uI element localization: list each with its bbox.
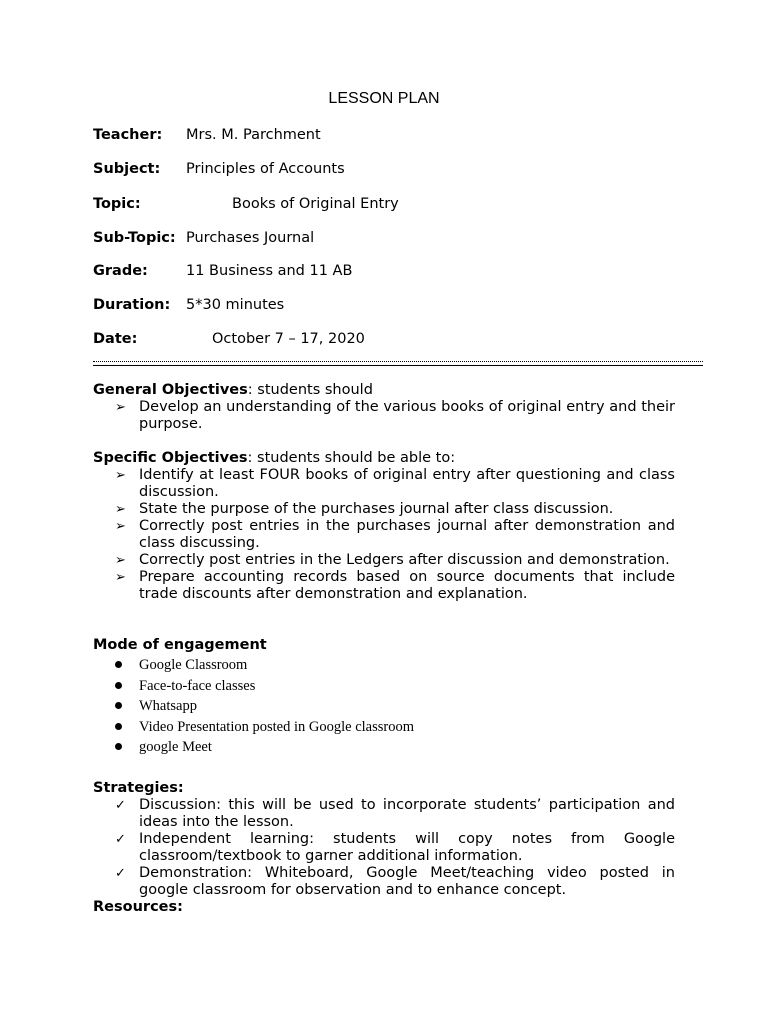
bullet-dot-icon [115,682,122,689]
list-item: ➢ Correctly post entries in the purchases journal after demonstration and class discussing. [115,518,675,551]
subtopic-value: Purchases Journal [186,230,315,246]
general-objectives [93,382,675,433]
bullet-dot-icon [115,702,122,709]
list-item: ➢ Develop an understanding of the various books of original entry and their purpose. [115,399,675,432]
arrow-bullet-icon: ➢ [115,502,126,517]
list-item: google Meet [93,737,675,758]
grade-value: 11 Business and 11 AB [186,263,353,279]
page-title: LESSON PLAN [328,90,440,107]
general-objectives-list [93,399,675,433]
list-item: ➢ Correctly post entries in the Ledgers after discussion and demonstration. [115,552,670,568]
list-item: ➢ Identify at least FOUR books of original entry after questioning and class discussion. [115,467,675,500]
list-item: Google Classroom [93,655,675,676]
mode-of-engagement [93,637,675,758]
list-item: Face-to-face classes [93,676,675,697]
teacher-label: Teacher: [93,127,163,143]
topic-label: Topic: [93,196,141,212]
subject-label: Subject: [93,161,161,177]
specific-objectives-intro: : students should be able to: [247,450,456,466]
specific-objectives-line [93,450,675,467]
bullet-dot-icon [115,661,122,668]
check-icon: ✓ [115,866,126,881]
arrow-bullet-icon: ➢ [115,468,126,483]
duration-value: 5*30 minutes [186,297,285,313]
solid-divider [93,365,703,366]
date-label: Date: [93,331,138,347]
specific-objectives-list [93,467,675,603]
list-item: Whatsapp [93,696,675,717]
date-value: October 7 – 17, 2020 [212,331,365,347]
resources-heading: Resources: [93,899,183,915]
list-item: ➢ Prepare accounting records based on source documents that include trade discounts after demonstration and explanation. [115,569,675,602]
list-item: ✓ Independent learning: students will copy notes from Google classroom/textbook to garner additional information. [115,831,675,864]
dotted-divider [93,361,703,362]
bullet-dot-icon [115,723,122,730]
arrow-bullet-icon: ➢ [115,570,126,585]
duration-label: Duration: [93,297,171,313]
specific-objectives-heading: Specific Objectives [93,450,248,466]
check-icon: ✓ [115,832,126,847]
list-item: ➢ State the purpose of the purchases journal after class discussion. [115,501,614,517]
engagement-heading: Mode of engagement [93,637,267,653]
strategies [93,780,675,916]
bullet-dot-icon [115,743,122,750]
list-item: ✓ Discussion: this will be used to incorporate students’ participation and ideas into the lesson. [115,797,675,830]
subject-value: Principles of Accounts [186,161,345,177]
arrow-bullet-icon: ➢ [115,400,126,415]
list-item: ✓ Demonstration: Whiteboard, Google Meet/teaching video posted in google classroom for observation and to enhance concept. [115,865,675,898]
general-objectives-intro: : students should [247,382,373,398]
grade-label: Grade: [93,263,148,279]
arrow-bullet-icon: ➢ [115,519,126,534]
arrow-bullet-icon: ➢ [115,553,126,568]
list-item: Video Presentation posted in Google classroom [93,717,675,738]
general-objectives-line [93,382,675,399]
strategies-list [93,797,675,899]
subtopic-label: Sub-Topic: [93,230,176,246]
teacher-value: Mrs. M. Parchment [186,127,321,143]
engagement-list [93,655,675,758]
specific-objectives [93,450,675,603]
check-icon: ✓ [115,798,126,813]
strategies-heading: Strategies: [93,780,184,796]
topic-value: Books of Original Entry [232,196,399,212]
general-objectives-heading: General Objectives [93,382,248,398]
